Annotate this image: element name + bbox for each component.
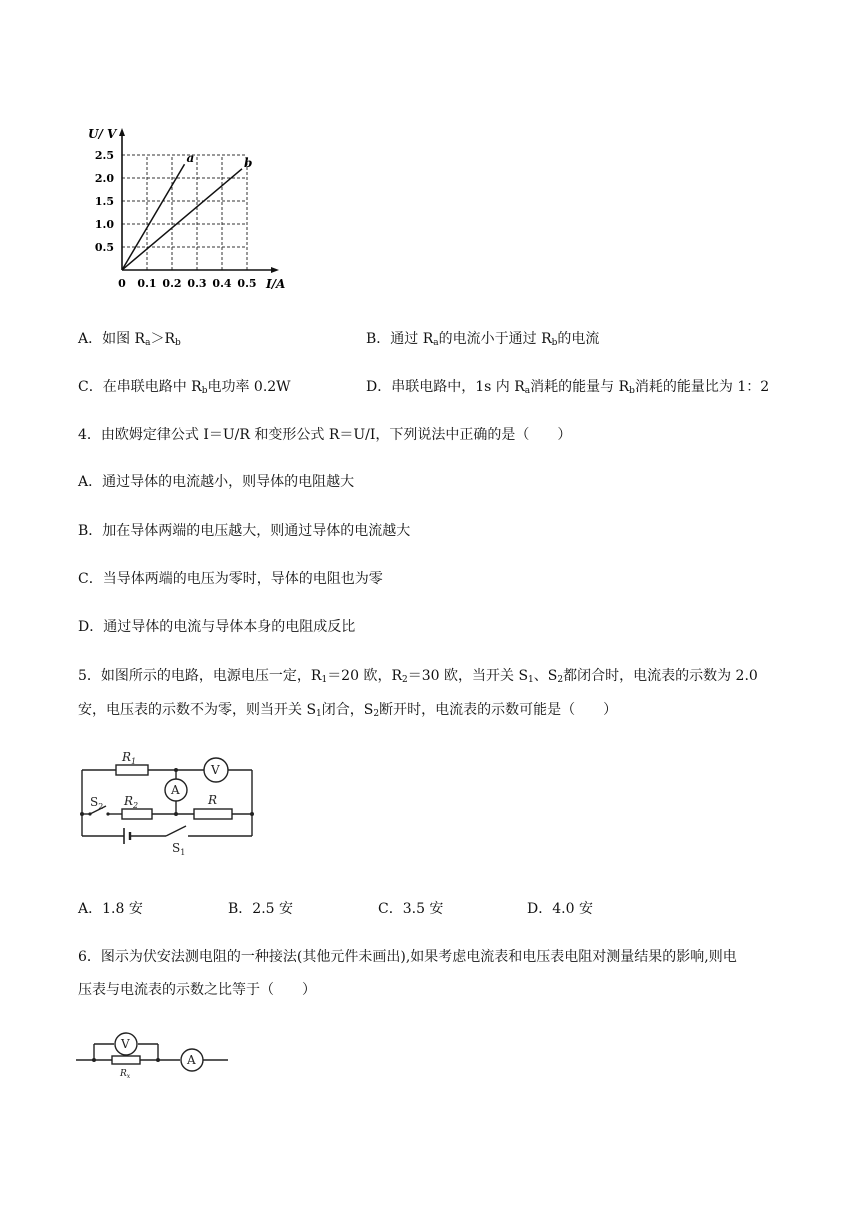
ammeter-label: A xyxy=(171,783,180,797)
q5-option-d: D．4.0 安 xyxy=(527,901,593,917)
q5-option-b: B．2.5 安 xyxy=(228,901,294,917)
resistor-r1 xyxy=(116,765,148,775)
graph-lines xyxy=(122,151,252,270)
y-tick-label: 2.5 xyxy=(94,149,114,162)
ammeter-label: A xyxy=(187,1053,196,1067)
y-tick-label: 1.0 xyxy=(94,218,114,231)
series-label-b: b xyxy=(244,155,253,170)
y-axis-arrow xyxy=(119,128,125,136)
q6-stem-line1: 6．图示为伏安法测电阻的一种接法(其他元件未画出),如果考虑电流表和电压表电阻对测量结果的影响,则电 xyxy=(78,949,737,965)
q5-circuit-diagram xyxy=(76,746,266,858)
x-tick-label: 0.3 xyxy=(187,277,207,290)
y-tick-label: 1.5 xyxy=(94,195,114,208)
series-label-a: a xyxy=(186,151,195,166)
voltmeter-label: V xyxy=(211,763,220,777)
x-axis-arrow xyxy=(271,267,279,273)
r1-label: $R_1$ xyxy=(122,750,137,766)
resistor-r xyxy=(194,809,232,819)
q6-circuit-diagram xyxy=(76,1030,236,1080)
ui-graph xyxy=(80,120,290,295)
q5-option-a: A．1.8 安 xyxy=(78,901,143,917)
series-line-b xyxy=(122,169,242,270)
r2-label: $R_2$ xyxy=(124,794,139,810)
q4-stem: 4．由欧姆定律公式 I＝U/R 和变形公式 R＝U/I，下列说法中正确的是（ ） xyxy=(78,427,572,443)
s2-label: $S_2$ xyxy=(90,795,104,811)
x-tick-label: 0.5 xyxy=(237,277,257,290)
y-axis-label: U/ V xyxy=(88,127,117,141)
resistor-rx xyxy=(112,1056,140,1064)
q3-option-d: D．串联电路中，1s 内 $R_a$消耗的能量与 $R_b$消耗的能量比为 1：2 xyxy=(366,379,770,396)
x-tick-label: 0.1 xyxy=(137,277,157,290)
q4-option-c: C．当导体两端的电压为零时，导体的电阻也为零 xyxy=(78,571,383,587)
graph-grid xyxy=(122,155,247,270)
q3-option-b: B．通过 $R_a$的电流小于通过 $R_b$的电流 xyxy=(366,331,600,348)
r-label: R xyxy=(208,793,218,807)
q3-option-a: A．如图 $R_a>R_b$ xyxy=(78,331,181,348)
voltmeter-label: V xyxy=(121,1037,130,1051)
q4-option-d: D．通过导体的电流与导体本身的电阻成反比 xyxy=(78,619,356,635)
switch-s1 xyxy=(166,826,186,836)
q4-option-a: A．通过导体的电流越小，则导体的电阻越大 xyxy=(78,474,355,490)
y-tick-label: 2.0 xyxy=(94,172,114,185)
q6-stem-line2: 压表与电流表的示数之比等于（ ） xyxy=(78,982,316,998)
rx-label: $R_x$ xyxy=(120,1069,131,1080)
q5-option-c: C．3.5 安 xyxy=(378,901,444,917)
resistor-r2 xyxy=(122,809,152,819)
graph-ticks xyxy=(95,149,257,290)
q4-option-b: B．加在导体两端的电压越大，则通过导体的电流越大 xyxy=(78,523,411,539)
q5-stem-line1: 5．如图所示的电路，电源电压一定，$R_1=20$ 欧，$R_2=30$ 欧，当开关 $S_1$、$S_2$都闭合时，电流表的示数为 2.0 xyxy=(78,668,758,685)
x-axis-label: I/A xyxy=(266,277,286,291)
series-line-a xyxy=(122,164,185,270)
q5-stem-line2: 安，电压表的示数不为零，则当开关 $S_1$闭合，$S_2$断开时，电流表的示数可能是（ ） xyxy=(78,702,618,719)
q3-option-c: C．在串联电路中 $R_b$电功率 0.2W xyxy=(78,379,291,396)
y-tick-label: 0.5 xyxy=(94,241,114,254)
s1-label: $S_1$ xyxy=(172,841,186,857)
x-tick-label: 0 xyxy=(118,277,126,290)
x-tick-label: 0.2 xyxy=(162,277,182,290)
x-tick-label: 0.4 xyxy=(212,277,232,290)
